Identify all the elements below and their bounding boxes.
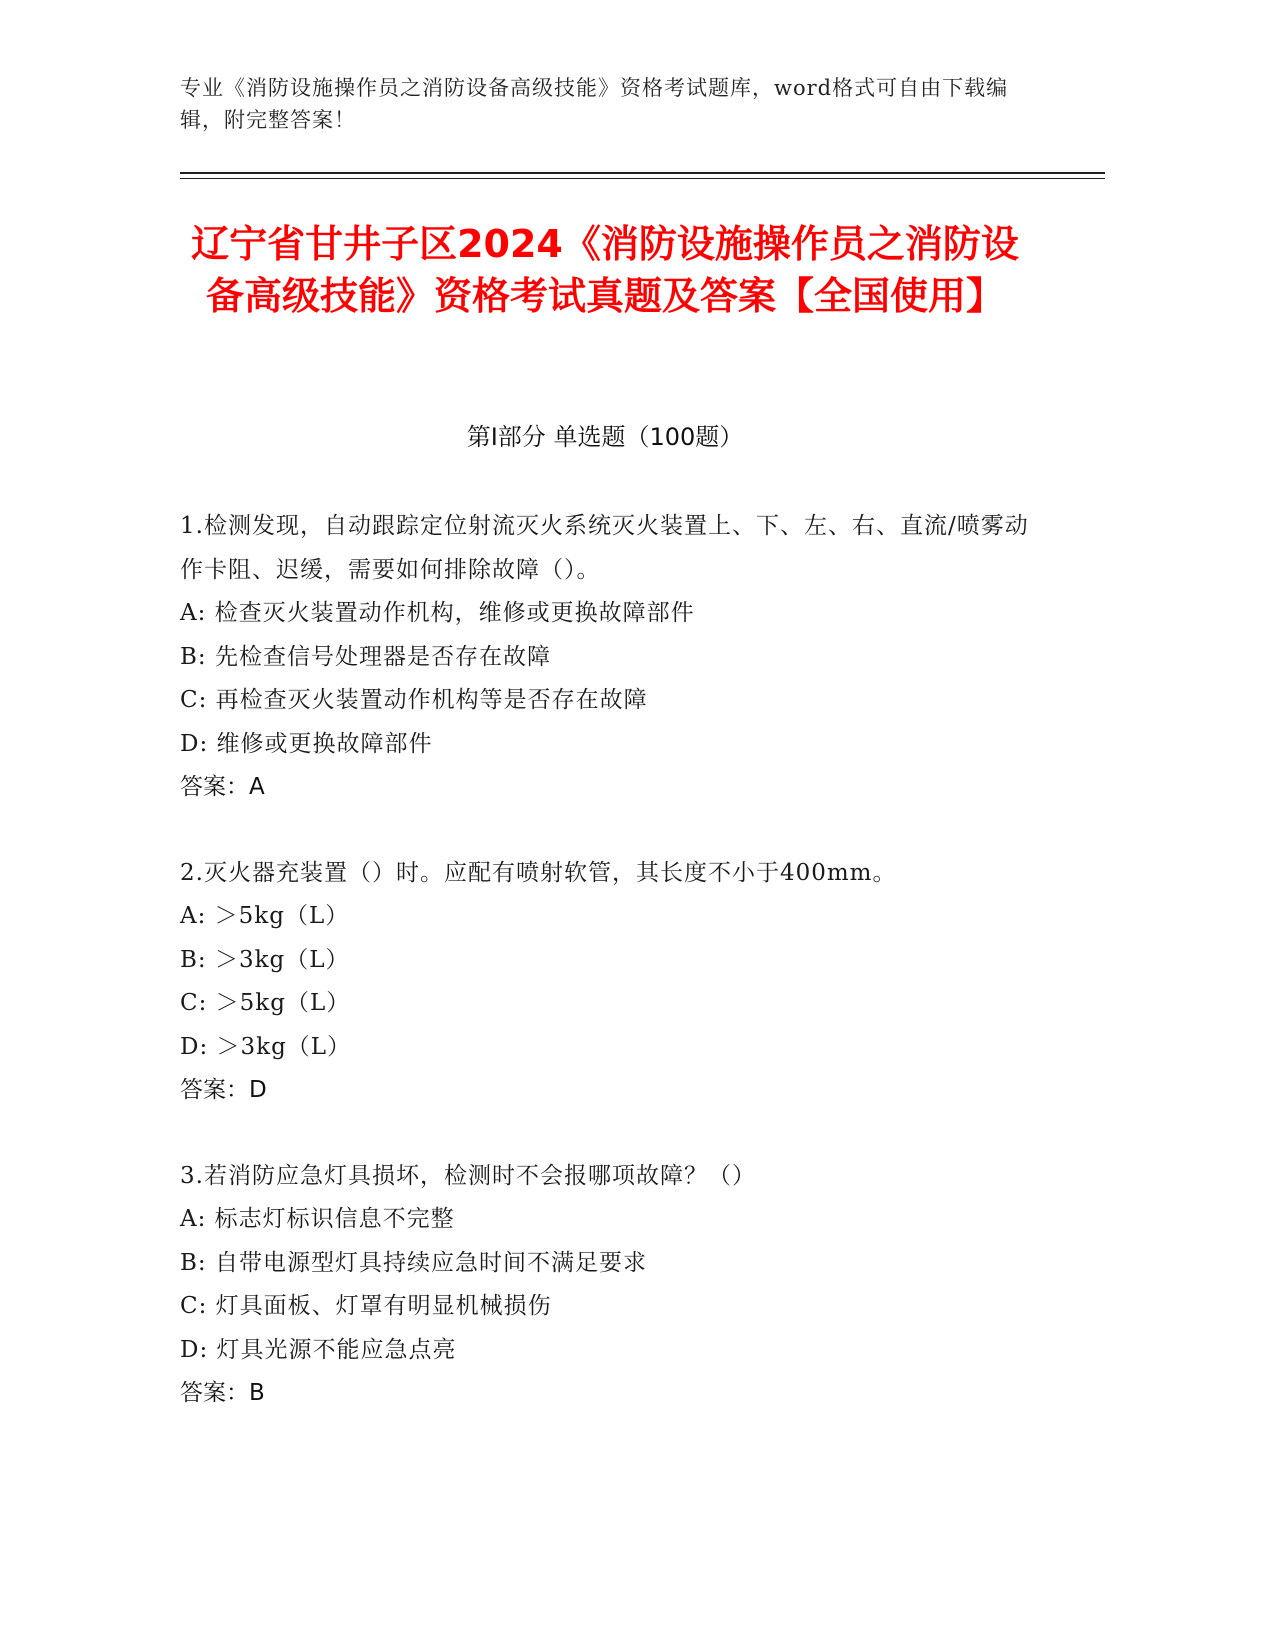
option-d: D: 灯具光源不能应急点亮 [180,1336,457,1363]
answer: 答案：A [180,774,265,800]
header-divider [180,172,1105,174]
section-title: 第I部分 单选题（100题） [466,423,744,451]
option-a: A: ＞5kg（L） [180,903,350,929]
option-d: D: 维修或更换故障部件 [180,730,433,757]
option-a: A: 标志灯标识信息不完整 [180,1206,455,1232]
option-c: C: ＞5kg（L） [180,990,351,1016]
header-divider-thin [180,178,1105,179]
question-list [180,505,1040,1458]
option-a: A: 检查灭火装置动作机构，维修或更换故障部件 [180,600,695,626]
option-c: C: 灯具面板、灯罩有明显机械损伤 [180,1293,552,1319]
document-title: 辽宁省甘井子区2024《消防设施操作员之消防设备高级技能》资格考试真题及答案【全国使用】 [191,222,1019,318]
option-b: B: 自带电源型灯具持续应急时间不满足要求 [180,1249,647,1276]
question-2 [180,852,1040,1113]
question-1 [180,505,1040,810]
question-stem: 3.若消防应急灯具损坏，检测时不会报哪项故障？（） [180,1162,756,1189]
option-b: B: ＞3kg（L） [180,946,350,973]
question-stem: 1.检测发现，自动跟踪定位射流灭火系统灭火装置上、下、左、右、直流/喷雾动作卡阻、迟缓，需要如何排除故障（）。 [180,513,1029,583]
answer: 答案：B [180,1380,265,1406]
option-d: D: ＞3kg（L） [180,1033,352,1060]
option-c: C: 再检查灭火装置动作机构等是否存在故障 [180,687,648,713]
question-stem: 2.灭火器充装置（）时。应配有喷射软管，其长度不小于400mm。 [180,859,897,886]
header-note: 专业《消防设施操作员之消防设备高级技能》资格考试题库，word格式可自由下载编辑，附完整答案！ [180,76,1009,132]
option-b: B: 先检查信号处理器是否存在故障 [180,643,551,670]
question-3 [180,1155,1040,1416]
answer: 答案：D [180,1077,267,1103]
